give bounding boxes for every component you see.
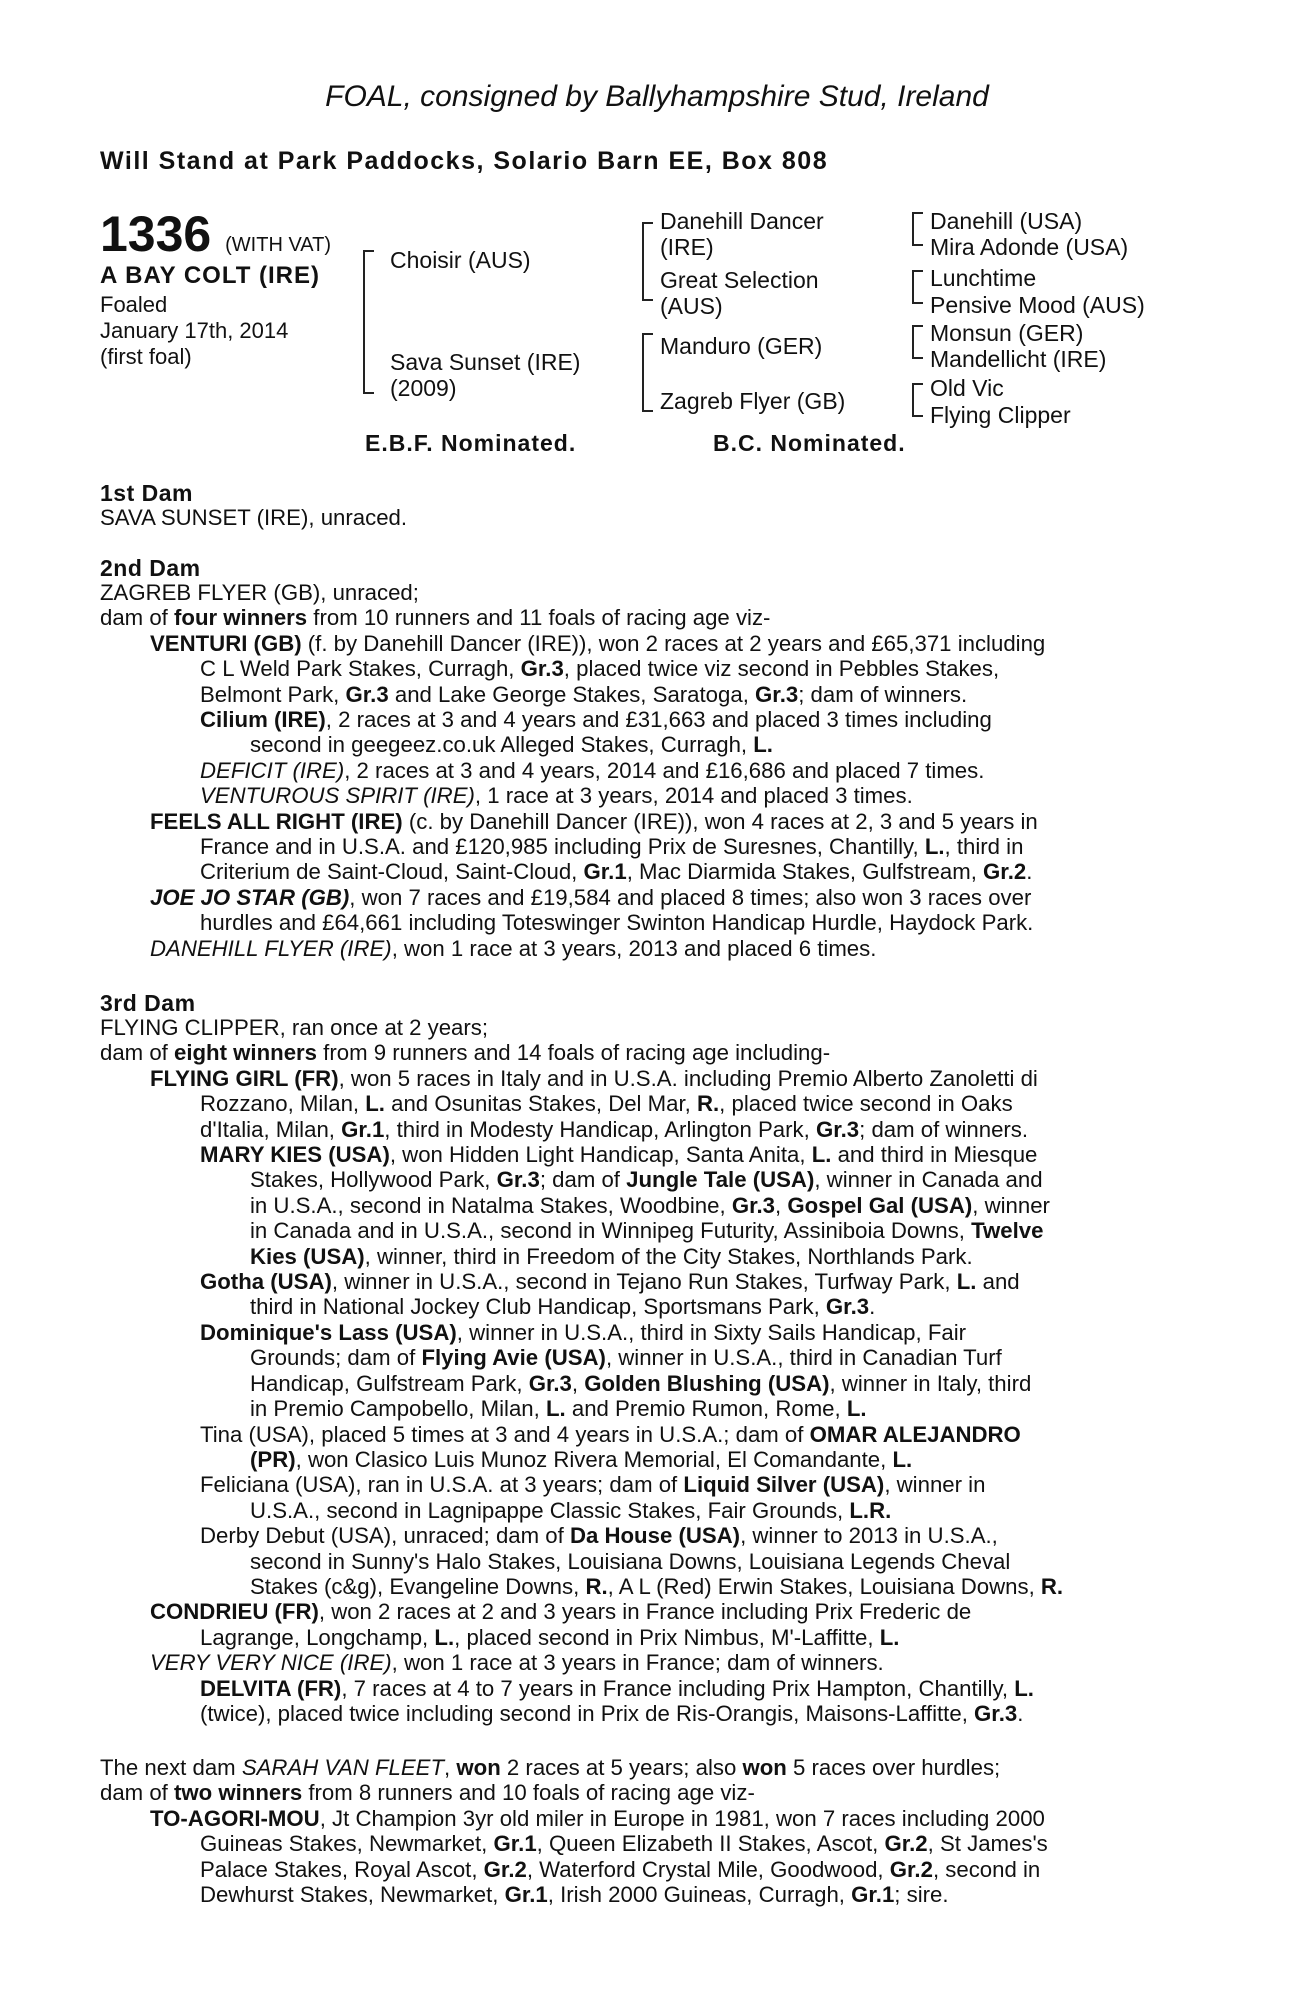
pedigree-line: CONDRIEU (FR), won 2 races at 2 and 3 years in France including Prix Frederic de — [150, 1599, 972, 1625]
pedigree-line: MARY KIES (USA), won Hidden Light Handicap, Santa Anita, L. and third in Miesque — [200, 1142, 1038, 1168]
pedigree-ssd: Mira Adonde (USA) — [930, 234, 1129, 260]
pedigree-line: (PR), won Clasico Luis Munoz Rivera Memorial, El Comandante, L. — [250, 1446, 913, 1472]
first-dam-text: SAVA SUNSET (IRE), unraced. — [100, 505, 408, 530]
pedigree-line: Rozzano, Milan, L. and Osunitas Stakes, Del Mar, R., placed twice second in Oaks — [200, 1091, 1013, 1117]
pedigree-line: d'Italia, Milan, Gr.1, third in Modesty Handicap, Arlington Park, Gr.3; dam of winners. — [200, 1116, 1029, 1142]
pedigree-line: ZAGREB FLYER (GB), unraced; — [100, 580, 419, 605]
pedigree-line: TO-AGORI-MOU, Jt Champion 3yr old miler in Europe in 1981, won 7 races including 2000 — [150, 1805, 1045, 1831]
pedigree-dam: Sava Sunset (IRE) — [390, 349, 581, 375]
bc-nominated: B.C. Nominated. — [713, 430, 906, 456]
pedigree-line: U.S.A., second in Lagnipappe Classic Stakes, Fair Grounds, L.R. — [250, 1497, 892, 1523]
pedigree-line: Feliciana (USA), ran in U.S.A. at 3 years; dam of Liquid Silver (USA), winner in — [200, 1472, 986, 1498]
stand-location: Will Stand at Park Paddocks, Solario Barn EE, Box 808 — [100, 147, 829, 175]
pedigree-ss-country: (IRE) — [660, 234, 714, 260]
pedigree-dsd: Mandellicht (IRE) — [930, 346, 1107, 372]
next-dam-body — [100, 1755, 1210, 1907]
pedigree-brace-dd — [912, 383, 923, 417]
pedigree-line: FLYING GIRL (FR), won 5 races in Italy and in U.S.A. including Premio Alberto Zanoletti di — [150, 1065, 1038, 1091]
pedigree-brace-sire — [642, 222, 653, 301]
pedigree-ss: Danehill Dancer — [660, 208, 824, 234]
pedigree-line: Guineas Stakes, Newmarket, Gr.1, Queen Elizabeth II Stakes, Ascot, Gr.2, St James's — [200, 1831, 1048, 1857]
pedigree-line: Lagrange, Longchamp, L., placed second in Prix Nimbus, M'-Laffitte, L. — [200, 1624, 900, 1650]
pedigree-line: Dominique's Lass (USA), winner in U.S.A., third in Sixty Sails Handicap, Fair — [200, 1319, 967, 1345]
pedigree-line: Stakes (c&g), Evangeline Downs, R., A L (Red) Erwin Stakes, Louisiana Downs, R. — [250, 1573, 1064, 1599]
foaled-date: January 17th, 2014 — [100, 318, 289, 343]
pedigree-line: FEELS ALL RIGHT (IRE) (c. by Danehill Dancer (IRE)), won 4 races at 2, 3 and 5 years in — [150, 808, 1038, 834]
pedigree-line: hurdles and £64,661 including Toteswinger Swinton Handicap Hurdle, Haydock Park. — [200, 910, 1034, 936]
pedigree-line: (twice), placed twice including second in Prix de Ris-Orangis, Maisons-Laffitte, Gr.3. — [200, 1700, 1024, 1726]
pedigree-line: Tina (USA), placed 5 times at 3 and 4 years in U.S.A.; dam of OMAR ALEJANDRO — [200, 1421, 1021, 1447]
pedigree-dd: Zagreb Flyer (GB) — [660, 388, 846, 414]
pedigree-sire: Choisir (AUS) — [390, 247, 531, 273]
pedigree-line: in Canada and in U.S.A., second in Winnipeg Futurity, Assiniboia Downs, Twelve — [250, 1218, 1044, 1244]
pedigree-sdd: Pensive Mood (AUS) — [930, 292, 1145, 318]
pedigree-line: dam of four winners from 10 runners and 11 foals of racing age viz- — [100, 605, 771, 631]
pedigree-line: DELVITA (FR), 7 races at 4 to 7 years in France including Prix Hampton, Chantilly, L. — [200, 1675, 1034, 1701]
pedigree-line: Kies (USA), winner, third in Freedom of the City Stakes, Northlands Park. — [250, 1243, 973, 1269]
vat-note: (WITH VAT) — [225, 234, 332, 256]
pedigree-line: JOE JO STAR (GB), won 7 races and £19,584 and placed 8 times; also won 3 races over — [150, 884, 1032, 910]
foal-note: (first foal) — [100, 344, 192, 369]
pedigree-line: Criterium de Saint-Cloud, Saint-Cloud, Gr.1, Mac Diarmida Stakes, Gulfstream, Gr.2. — [200, 859, 1033, 885]
pedigree-line: dam of two winners from 8 runners and 10 foals of racing age viz- — [100, 1780, 755, 1806]
pedigree-line: Palace Stakes, Royal Ascot, Gr.2, Waterford Crystal Mile, Goodwood, Gr.2, second in — [200, 1856, 1041, 1882]
pedigree-line: C L Weld Park Stakes, Curragh, Gr.3, placed twice viz second in Pebbles Stakes, — [200, 656, 1000, 682]
pedigree-line: Derby Debut (USA), unraced; dam of Da House (USA), winner to 2013 in U.S.A., — [200, 1523, 998, 1549]
foaled-label: Foaled — [100, 292, 168, 317]
pedigree-line: Gotha (USA), winner in U.S.A., second in Tejano Run Stakes, Turfway Park, L. and — [200, 1269, 1020, 1295]
pedigree-line: in Premio Campobello, Milan, L. and Premio Rumon, Rome, L. — [250, 1396, 867, 1422]
ebf-nominated: E.B.F. Nominated. — [365, 430, 577, 456]
pedigree-line: second in Sunny's Halo Stakes, Louisiana Downs, Louisiana Legends Cheval — [250, 1548, 1011, 1574]
pedigree-line: VENTUROUS SPIRIT (IRE), 1 race at 3 years, 2014 and placed 3 times. — [200, 783, 913, 809]
second-dam-body — [100, 580, 1210, 961]
pedigree-sss: Danehill (USA) — [930, 208, 1083, 234]
pedigree-dds: Old Vic — [930, 375, 1004, 401]
pedigree-dam-year: (2009) — [390, 375, 457, 401]
pedigree-brace-ss — [912, 212, 923, 246]
pedigree-brace-sd — [912, 270, 923, 304]
lot-number: 1336 — [100, 206, 212, 262]
pedigree-ddd: Flying Clipper — [930, 402, 1071, 428]
consignment-line: FOAL, consigned by Ballyhampshire Stud, Ireland — [325, 80, 989, 113]
lot-title: A BAY COLT (IRE) — [100, 262, 321, 289]
pedigree-dss: Monsun (GER) — [930, 320, 1084, 346]
pedigree-line: Handicap, Gulfstream Park, Gr.3, Golden Blushing (USA), winner in Italy, third — [250, 1370, 1032, 1396]
pedigree-line: third in National Jockey Club Handicap, Sportsmans Park, Gr.3. — [250, 1294, 876, 1320]
pedigree-sd: Great Selection — [660, 267, 819, 293]
pedigree-line: Cilium (IRE), 2 races at 3 and 4 years and £31,663 and placed 3 times including — [200, 707, 992, 733]
pedigree-line: Dewhurst Stakes, Newmarket, Gr.1, Irish 2000 Guineas, Curragh, Gr.1; sire. — [200, 1882, 949, 1908]
pedigree-line: The next dam SARAH VAN FLEET, won 2 races at 5 years; also won 5 races over hurdles; — [100, 1755, 1001, 1780]
pedigree-line: Belmont Park, Gr.3 and Lake George Stakes, Saratoga, Gr.3; dam of winners. — [200, 681, 968, 707]
pedigree-line: in U.S.A., second in Natalma Stakes, Woodbine, Gr.3, Gospel Gal (USA), winner — [250, 1192, 1050, 1218]
pedigree-line: second in geegeez.co.uk Alleged Stakes, Curragh, L. — [250, 732, 773, 758]
first-dam-title: 1st Dam — [100, 480, 193, 506]
pedigree-line: FLYING CLIPPER, ran once at 2 years; — [100, 1015, 489, 1040]
pedigree-line: Grounds; dam of Flying Avie (USA), winner in U.S.A., third in Canadian Turf — [250, 1345, 1002, 1371]
pedigree-line: Stakes, Hollywood Park, Gr.3; dam of Jungle Tale (USA), winner in Canada and — [250, 1167, 1043, 1193]
pedigree-line: DEFICIT (IRE), 2 races at 3 and 4 years, 2014 and £16,686 and placed 7 times. — [200, 757, 985, 783]
pedigree-line: VERY VERY NICE (IRE), won 1 race at 3 years in France; dam of winners. — [150, 1650, 884, 1676]
second-dam-title: 2nd Dam — [100, 555, 201, 581]
pedigree-sds: Lunchtime — [930, 265, 1037, 291]
pedigree-brace-dam — [642, 333, 653, 412]
pedigree-line: DANEHILL FLYER (IRE), won 1 race at 3 years, 2013 and placed 6 times. — [150, 935, 877, 961]
third-dam-body — [100, 1015, 1210, 1726]
lot-number-row — [100, 205, 331, 263]
pedigree-line: VENTURI (GB) (f. by Danehill Dancer (IRE)), won 2 races at 2 years and £65,371 including — [150, 630, 1046, 656]
pedigree-line: France and in U.S.A. and £120,985 including Prix de Suresnes, Chantilly, L., third in — [200, 834, 1024, 860]
pedigree-sd-country: (AUS) — [660, 293, 723, 319]
pedigree-line: dam of eight winners from 9 runners and 14 foals of racing age including- — [100, 1040, 831, 1066]
pedigree-ds: Manduro (GER) — [660, 333, 823, 359]
pedigree-brace-ds — [912, 325, 923, 359]
pedigree-brace-sire-dam — [363, 250, 374, 394]
third-dam-title: 3rd Dam — [100, 990, 196, 1016]
